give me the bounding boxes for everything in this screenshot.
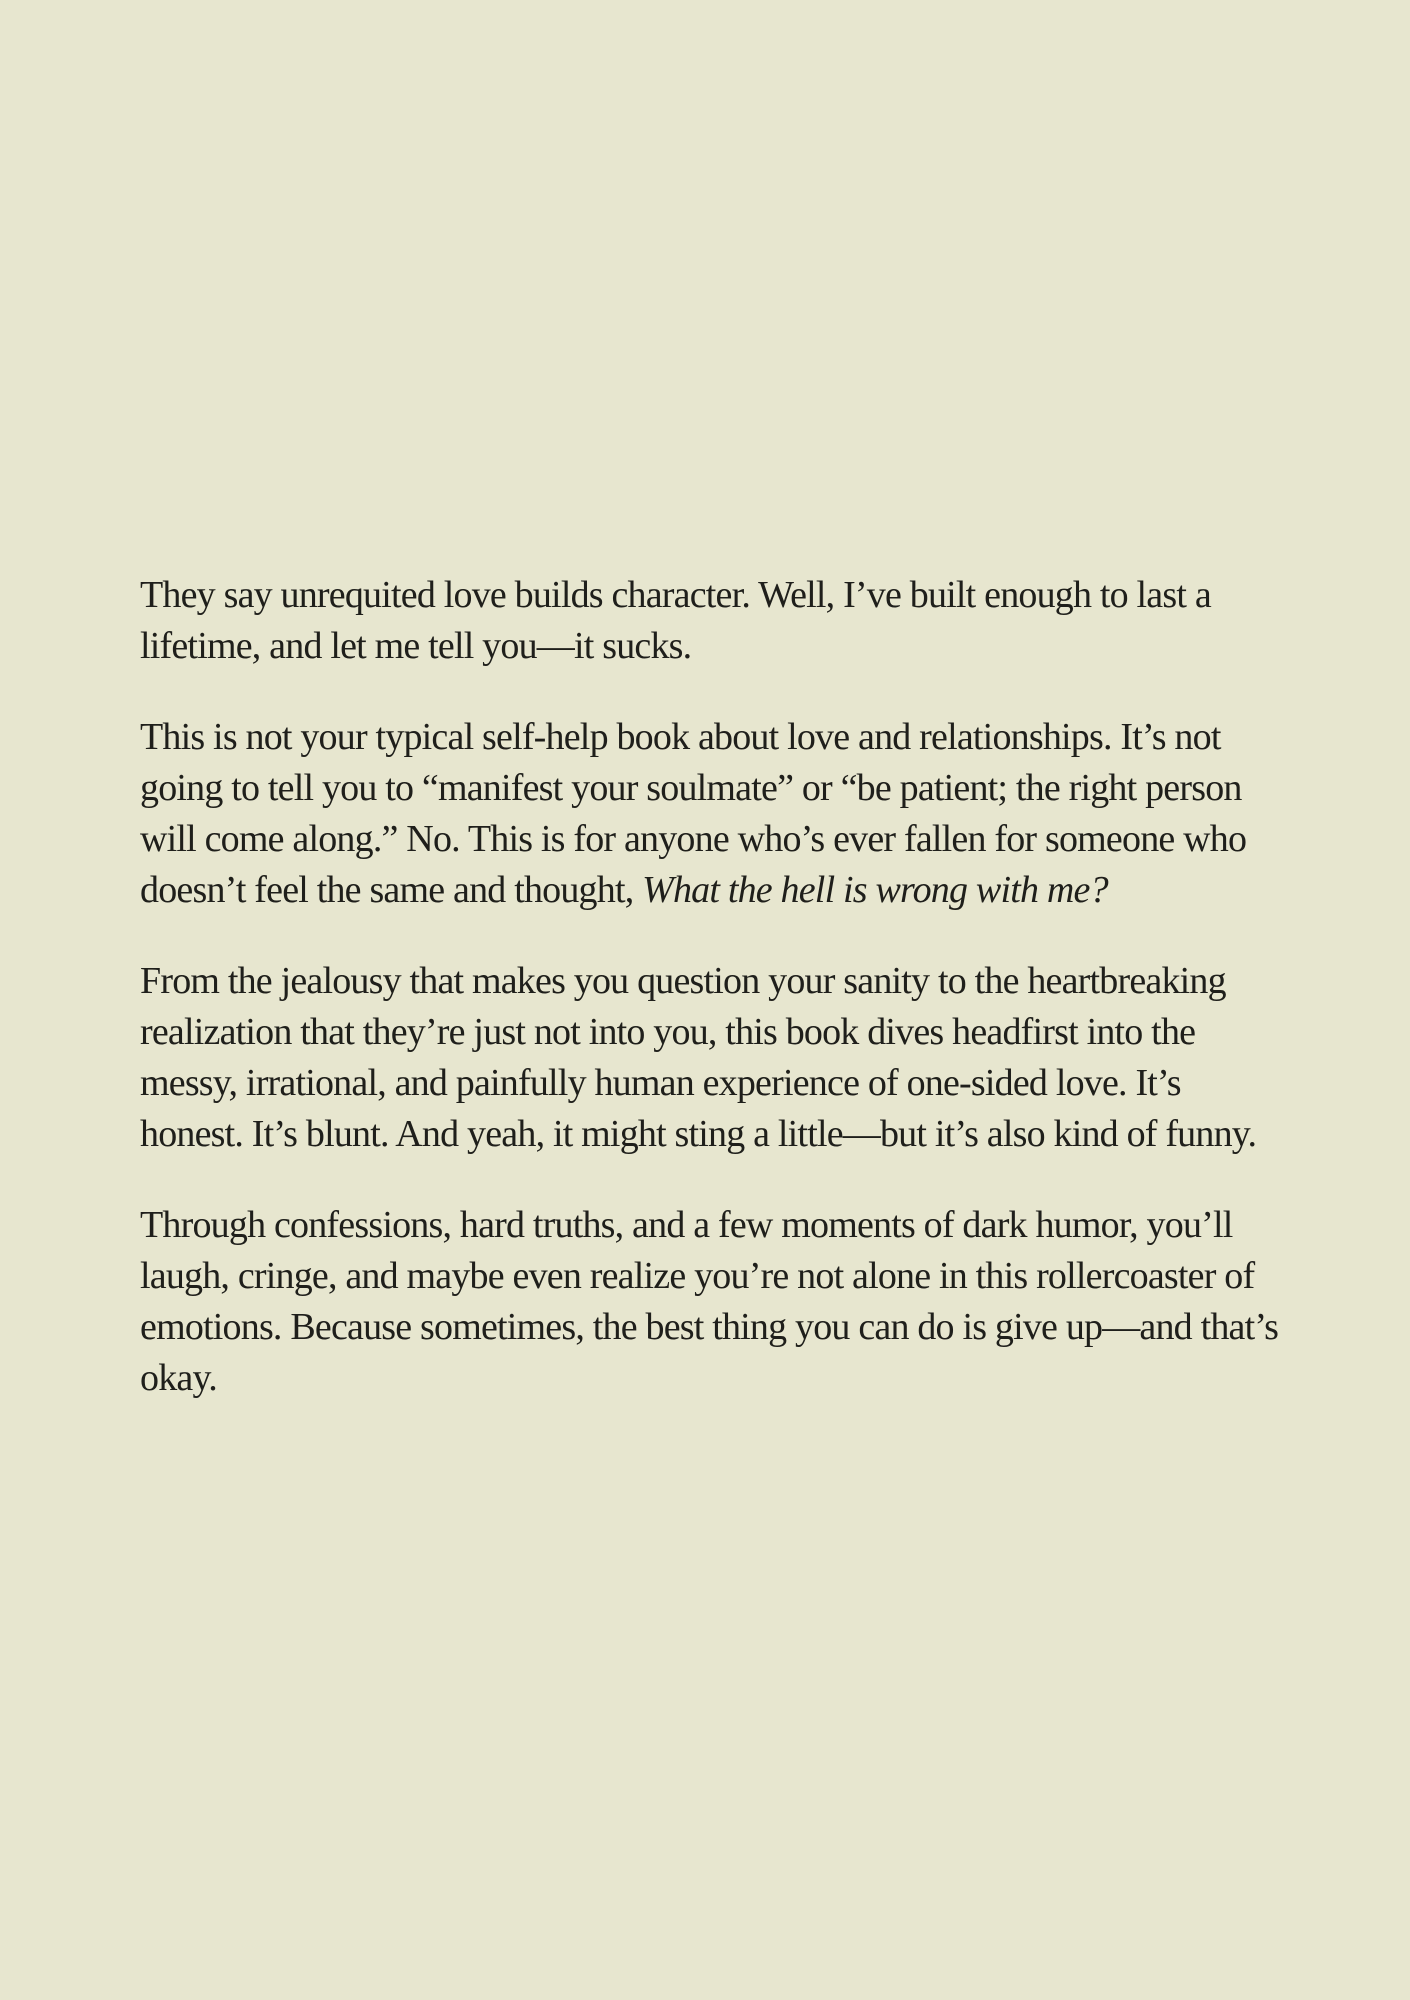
paragraph-confessions	[140, 1200, 1280, 1404]
paragraph-jealousy	[140, 956, 1280, 1160]
paragraph-intro-text: They say unrequited love builds character. Well, I’ve built enough to last a lifetime, and let me tell you—it sucks.	[140, 574, 1211, 667]
back-cover-blurb	[140, 570, 1280, 1404]
paragraph-jealousy-text: From the jealousy that makes you question your sanity to the heartbreaking realization that they’re just not into you, this book dives headfirst into the messy, irrational, and painfully human experience of one-sided love. It’s honest. It’s blunt. And yeah, it might sting a little—but it’s also kind of funny.	[140, 960, 1257, 1155]
paragraph-not-self-help-text: This is not your typical self-help book about love and relationships. It’s not going to tell you to “manifest your soulmate” or “be patient; the right person will come along.” No. This is for anyone who’s ever fallen for someone who doesn’t feel the same and thought,	[140, 716, 1247, 911]
paragraph-not-self-help	[140, 712, 1280, 916]
italic-question: What the hell is wrong with me?	[642, 869, 1108, 911]
paragraph-intro	[140, 570, 1280, 672]
paragraph-confessions-text: Through confessions, hard truths, and a few moments of dark humor, you’ll laugh, cringe, and maybe even realize you’re not alone in this rollercoaster of emotions. Because sometimes, the best thing you can do is give up—and that’s okay.	[140, 1204, 1279, 1399]
